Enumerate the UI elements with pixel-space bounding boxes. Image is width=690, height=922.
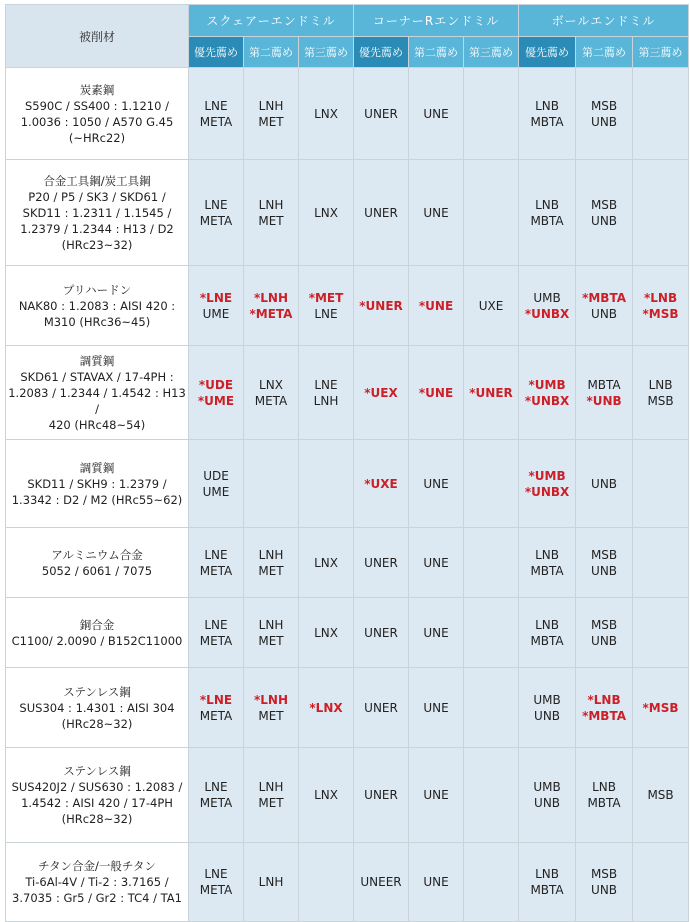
tool-code-recommended: *META [249, 306, 293, 321]
material-name: 炭素鋼 [79, 82, 115, 97]
tool-code: MSB [590, 867, 618, 881]
material-cell [6, 668, 189, 748]
tool-code-recommended: *UDE [198, 377, 234, 392]
tool-code: UNB [591, 563, 618, 578]
tool-code: UME [202, 484, 230, 499]
material-grade-line: (~HRc22) [68, 130, 126, 145]
tool-code: LNE [204, 98, 228, 113]
recommendation-cell-ball-first [519, 528, 576, 598]
recommendation-cell-ball-second [576, 68, 633, 160]
tool-code: UNE [423, 625, 449, 640]
material-cell [6, 266, 189, 346]
tool-code: MET [258, 633, 284, 648]
tool-code-recommended: *UNER [359, 298, 403, 313]
tool-code: LNE [314, 377, 338, 392]
material-grade-line: 1.2083 / 1.2344 / 1.4542 : H13 / [8, 385, 186, 416]
recommendation-cell-square-first [189, 440, 244, 528]
material-grade-line: SUS304 : 1.4301 : AISI 304 [19, 700, 175, 715]
tool-code: META [199, 708, 233, 723]
material-grade-line: 1.2379 / 1.2344 : H13 / D2 [20, 221, 174, 236]
recommendation-cell-ball-first [519, 346, 576, 440]
group-header-corner-r-endmill: コーナーRエンドミル [354, 5, 519, 37]
tool-code: LNH [258, 875, 284, 889]
tool-code: MBTA [530, 563, 564, 578]
tool-code: UNB [591, 306, 618, 321]
material-name: 調質鋼 [79, 460, 115, 475]
tool-code: UNER [364, 555, 398, 570]
recommendation-cell-square-first [189, 748, 244, 843]
recommendation-cell-corner-first [354, 598, 409, 668]
tool-code-recommended: *LNH [253, 692, 288, 707]
recommendation-cell-ball-third [633, 598, 689, 668]
subheader-square-first: 優先薦め [189, 37, 244, 68]
recommendation-cell-ball-third [633, 748, 689, 843]
material-grade-line: (HRc23~32) [61, 237, 133, 252]
material-name: プリハードン [62, 282, 132, 297]
recommendation-cell-square-third [299, 440, 354, 528]
material-cell [6, 528, 189, 598]
recommendation-cell-corner-second [409, 346, 464, 440]
recommendation-cell-corner-second [409, 160, 464, 266]
tool-code: UNE [423, 788, 449, 802]
tool-code-recommended: *UMB [528, 468, 566, 483]
recommendation-cell-corner-second [409, 266, 464, 346]
recommendation-cell-square-first [189, 668, 244, 748]
recommendation-cell-square-third [299, 668, 354, 748]
material-grade-line: SKD61 / STAVAX / 17-4PH : [20, 369, 174, 384]
recommendation-cell-ball-second [576, 748, 633, 843]
material-cell [6, 440, 189, 528]
tool-code-recommended: *UNB [586, 393, 622, 408]
tool-code-recommended: *UNBX [524, 393, 570, 408]
tool-code: UDE [203, 468, 229, 483]
recommendation-cell-corner-third [464, 748, 519, 843]
recommendation-cell-square-third [299, 346, 354, 440]
tool-code: UNB [591, 883, 618, 897]
recommendation-cell-corner-first [354, 440, 409, 528]
recommendation-cell-ball-second [576, 843, 633, 922]
tool-code: META [199, 213, 233, 228]
tool-code: LNX [314, 106, 338, 121]
subheader-corner-third: 第三薦め [464, 37, 519, 68]
recommendation-cell-ball-third [633, 266, 689, 346]
recommendation-cell-square-third [299, 528, 354, 598]
recommendation-cell-ball-third [633, 346, 689, 440]
subheader-ball-second: 第二薦め [576, 37, 633, 68]
tool-code-recommended: *LNB [587, 692, 621, 707]
material-cell [6, 346, 189, 440]
material-grade-line: 1.3342 : D2 / M2 (HRc55~62) [11, 492, 183, 507]
material-name: 銅合金 [79, 617, 115, 632]
tool-code: UNER [364, 106, 398, 121]
recommendation-cell-ball-third [633, 440, 689, 528]
tool-code-recommended: *LNE [199, 290, 233, 305]
tool-code-recommended: *UMB [528, 377, 566, 392]
tool-code-recommended: *UEX [364, 385, 398, 400]
endmill-recommendation-table [5, 4, 689, 922]
recommendation-cell-corner-first [354, 346, 409, 440]
recommendation-cell-ball-first [519, 748, 576, 843]
table-body [6, 68, 689, 922]
recommendation-cell-square-first [189, 843, 244, 922]
table-row [6, 528, 689, 598]
recommendation-cell-square-second [244, 598, 299, 668]
tool-code: UNB [591, 476, 618, 491]
tool-code: LNB [648, 377, 673, 392]
material-name: アルミニウム合金 [51, 547, 143, 562]
recommendation-cell-ball-second [576, 160, 633, 266]
tool-code: UNB [534, 708, 561, 723]
tool-code: LNH [258, 98, 284, 113]
material-grade-line: S590C / SS400 : 1.1210 / [25, 98, 169, 113]
material-cell [6, 748, 189, 843]
tool-code-recommended: *LNB [643, 290, 678, 305]
recommendation-cell-square-first [189, 68, 244, 160]
subheader-square-third: 第三薦め [299, 37, 354, 68]
recommendation-cell-ball-second [576, 440, 633, 528]
material-grade-line: P20 / P5 / SK3 / SKD61 / [28, 189, 166, 204]
table-row [6, 266, 689, 346]
tool-code: MBTA [530, 633, 564, 648]
group-header-square-endmill: スクェアーエンドミル [189, 5, 354, 37]
subheader-square-second: 第二薦め [244, 37, 299, 68]
tool-code: MET [258, 708, 284, 723]
recommendation-cell-square-first [189, 528, 244, 598]
tool-code-recommended: *LNH [253, 290, 288, 305]
recommendation-cell-corner-first [354, 160, 409, 266]
recommendation-cell-corner-third [464, 668, 519, 748]
tool-code: UNB [591, 633, 618, 648]
tool-code: UMB [533, 290, 561, 305]
material-grade-line: SUS420J2 / SUS630 : 1.2083 / [11, 780, 183, 794]
tool-code: LNX [314, 205, 338, 220]
tool-code: UXE [478, 298, 504, 313]
recommendation-cell-corner-third [464, 160, 519, 266]
tool-code: LNB [535, 197, 559, 212]
table-row [6, 160, 689, 266]
material-grade-line: NAK80 : 1.2083 : AISI 420 : [18, 298, 176, 313]
recommendation-cell-corner-third [464, 346, 519, 440]
material-grade-line: 5052 / 6061 / 7075 [41, 563, 153, 578]
tool-code-recommended: *MSB [642, 700, 679, 715]
recommendation-cell-square-third [299, 748, 354, 843]
tool-code: LNE [204, 197, 228, 212]
tool-code: LNB [535, 98, 559, 113]
tool-code: META [254, 393, 288, 408]
tool-code: LNE [314, 306, 338, 321]
material-grade-line: C1100/ 2.0090 / B152C11000 [11, 633, 183, 648]
tool-code: META [199, 796, 233, 810]
tool-code: MET [258, 213, 284, 228]
subheader-ball-first: 優先薦め [519, 37, 576, 68]
tool-code-recommended: *LNE [199, 692, 233, 707]
tool-code: MSB [647, 788, 674, 802]
recommendation-cell-corner-first [354, 748, 409, 843]
tool-code: LNE [204, 547, 228, 562]
tool-code: UNER [364, 205, 398, 220]
tool-code: UNB [534, 796, 561, 810]
recommendation-cell-square-second [244, 346, 299, 440]
recommendation-cell-corner-second [409, 843, 464, 922]
subheader-corner-first: 優先薦め [354, 37, 409, 68]
recommendation-cell-corner-first [354, 68, 409, 160]
material-grade-line: 1.0036 : 1050 / A570 G.45 [20, 114, 174, 129]
material-name: チタン合金/一般チタン [38, 859, 156, 873]
recommendation-cell-corner-first [354, 668, 409, 748]
recommendation-cell-corner-first [354, 266, 409, 346]
tool-code: UNE [423, 700, 449, 715]
tool-code: UMB [533, 692, 561, 707]
tool-code: LNH [258, 197, 284, 212]
material-grade-line: (HRc28~32) [61, 812, 133, 826]
recommendation-cell-ball-first [519, 266, 576, 346]
recommendation-cell-ball-first [519, 160, 576, 266]
recommendation-cell-square-first [189, 346, 244, 440]
recommendation-cell-square-first [189, 266, 244, 346]
material-grade-line: 420 (HRc48~54) [48, 417, 146, 432]
tool-code-recommended: *UNE [418, 298, 454, 313]
tool-code: UNE [423, 476, 449, 491]
tool-code-recommended: *MSB [642, 306, 679, 321]
recommendation-cell-ball-second [576, 598, 633, 668]
tool-code-recommended: *UME [197, 393, 235, 408]
recommendation-cell-corner-third [464, 843, 519, 922]
tool-code: UNER [364, 625, 398, 640]
tool-code: UNER [364, 788, 398, 802]
table-row [6, 668, 689, 748]
material-name: ステンレス鋼 [63, 684, 131, 699]
tool-code: MET [258, 563, 284, 578]
recommendation-cell-ball-third [633, 68, 689, 160]
tool-code: LNH [258, 780, 284, 794]
table-row [6, 440, 689, 528]
recommendation-cell-corner-third [464, 266, 519, 346]
tool-code: MSB [590, 547, 618, 562]
tool-code: UNE [423, 875, 449, 889]
material-grade-line: SKD11 : 1.2311 / 1.1545 / [22, 205, 172, 220]
recommendation-cell-ball-second [576, 668, 633, 748]
recommendation-cell-square-third [299, 843, 354, 922]
tool-code: UNB [591, 114, 618, 129]
recommendation-cell-ball-third [633, 528, 689, 598]
material-grade-line: M310 (HRc36~45) [43, 314, 151, 329]
recommendation-cell-square-third [299, 68, 354, 160]
recommendation-cell-corner-first [354, 528, 409, 598]
tool-code: LNX [314, 625, 338, 640]
tool-code: UNE [423, 205, 449, 220]
tool-code: UNEER [360, 875, 402, 889]
recommendation-cell-ball-first [519, 68, 576, 160]
tool-code: MSB [647, 393, 674, 408]
tool-code: MET [258, 114, 284, 129]
recommendation-cell-square-second [244, 668, 299, 748]
tool-code: MSB [590, 98, 618, 113]
tool-code: UNB [591, 213, 618, 228]
tool-code: MBTA [530, 114, 564, 129]
material-grade-line: (HRc28~32) [61, 716, 133, 731]
tool-code: LNE [204, 617, 228, 632]
recommendation-cell-corner-second [409, 668, 464, 748]
tool-code: META [199, 563, 233, 578]
tool-code: LNX [314, 788, 338, 802]
material-name: 調質鋼 [79, 353, 115, 368]
recommendation-cell-corner-third [464, 598, 519, 668]
recommendation-cell-ball-second [576, 346, 633, 440]
material-name: 合金工具鋼/炭工具鋼 [43, 173, 151, 188]
tool-code-recommended: *MBTA [582, 708, 626, 723]
recommendation-cell-ball-third [633, 160, 689, 266]
tool-code: LNB [535, 867, 559, 881]
recommendation-cell-corner-first [354, 843, 409, 922]
material-header: 被削材 [6, 5, 189, 68]
recommendation-cell-corner-second [409, 748, 464, 843]
tool-code: UMB [533, 780, 561, 794]
tool-code: LNH [258, 617, 284, 632]
recommendation-cell-square-second [244, 160, 299, 266]
recommendation-cell-ball-second [576, 266, 633, 346]
tool-code-recommended: *UNER [469, 385, 513, 400]
material-grade-line: SKD11 / SKH9 : 1.2379 / [27, 476, 167, 491]
recommendation-cell-square-second [244, 843, 299, 922]
tool-code: UNER [364, 700, 398, 715]
tool-code: LNH [313, 393, 339, 408]
recommendation-cell-corner-third [464, 68, 519, 160]
material-cell [6, 843, 189, 922]
recommendation-cell-ball-first [519, 668, 576, 748]
table-row [6, 346, 689, 440]
recommendation-cell-ball-first [519, 843, 576, 922]
tool-code: MBTA [530, 883, 564, 897]
tool-code: UME [202, 306, 230, 321]
recommendation-cell-ball-first [519, 440, 576, 528]
recommendation-cell-corner-second [409, 598, 464, 668]
recommendation-cell-square-first [189, 160, 244, 266]
tool-code-recommended: *UXE [364, 476, 398, 491]
recommendation-cell-corner-second [409, 440, 464, 528]
table-row [6, 598, 689, 668]
material-name: ステンレス鋼 [63, 764, 131, 778]
tool-code-recommended: *MET [308, 290, 344, 305]
recommendation-cell-corner-third [464, 440, 519, 528]
tool-code-recommended: *UNBX [524, 306, 570, 321]
tool-code: LNE [204, 780, 228, 794]
tool-code: LNX [259, 377, 283, 392]
tool-code: MBTA [587, 796, 621, 810]
recommendation-cell-corner-second [409, 68, 464, 160]
subheader-corner-second: 第二薦め [409, 37, 464, 68]
tool-code: LNH [258, 547, 284, 562]
tool-code: MSB [590, 197, 618, 212]
material-cell [6, 160, 189, 266]
tool-code: MBTA [530, 213, 564, 228]
material-grade-line: 1.4542 : AISI 420 / 17-4PH [21, 796, 173, 810]
tool-code: UNE [423, 106, 449, 121]
recommendation-cell-corner-third [464, 528, 519, 598]
tool-code: UNE [423, 555, 449, 570]
material-cell [6, 68, 189, 160]
tool-code: META [199, 883, 233, 897]
recommendation-cell-corner-second [409, 528, 464, 598]
tool-code: LNE [204, 867, 228, 881]
recommendation-cell-square-second [244, 68, 299, 160]
recommendation-cell-square-third [299, 160, 354, 266]
table-row [6, 748, 689, 843]
tool-code: LNB [535, 547, 559, 562]
subheader-ball-third: 第三薦め [633, 37, 689, 68]
table-row [6, 843, 689, 922]
header-group-row [6, 5, 689, 37]
recommendation-cell-square-third [299, 266, 354, 346]
material-cell [6, 598, 189, 668]
tool-code-recommended: *UNBX [524, 484, 570, 499]
tool-code: MET [258, 796, 284, 810]
tool-code: META [199, 633, 233, 648]
recommendation-cell-square-first [189, 598, 244, 668]
tool-code-recommended: *LNX [309, 700, 343, 715]
recommendation-cell-square-second [244, 748, 299, 843]
tool-code: LNX [314, 555, 338, 570]
recommendation-cell-ball-second [576, 528, 633, 598]
tool-code: META [199, 114, 233, 129]
group-header-ball-endmill: ボールエンドミル [519, 5, 689, 37]
recommendation-cell-square-second [244, 528, 299, 598]
tool-code: LNB [535, 617, 559, 632]
tool-code: LNB [592, 780, 616, 794]
material-grade-line: Ti-6Al-4V / Ti-2 : 3.7165 / [25, 875, 169, 889]
recommendation-cell-ball-first [519, 598, 576, 668]
recommendation-cell-square-second [244, 440, 299, 528]
recommendation-cell-ball-third [633, 843, 689, 922]
recommendation-cell-square-third [299, 598, 354, 668]
material-grade-line: 3.7035 : Gr5 / Gr2 : TC4 / TA1 [12, 891, 182, 905]
tool-code-recommended: *MBTA [582, 290, 626, 305]
tool-code-recommended: *UNE [418, 385, 454, 400]
tool-code: MBTA [587, 377, 621, 392]
recommendation-cell-ball-third [633, 668, 689, 748]
table-row [6, 68, 689, 160]
recommendation-cell-square-second [244, 266, 299, 346]
tool-code: MSB [590, 617, 618, 632]
